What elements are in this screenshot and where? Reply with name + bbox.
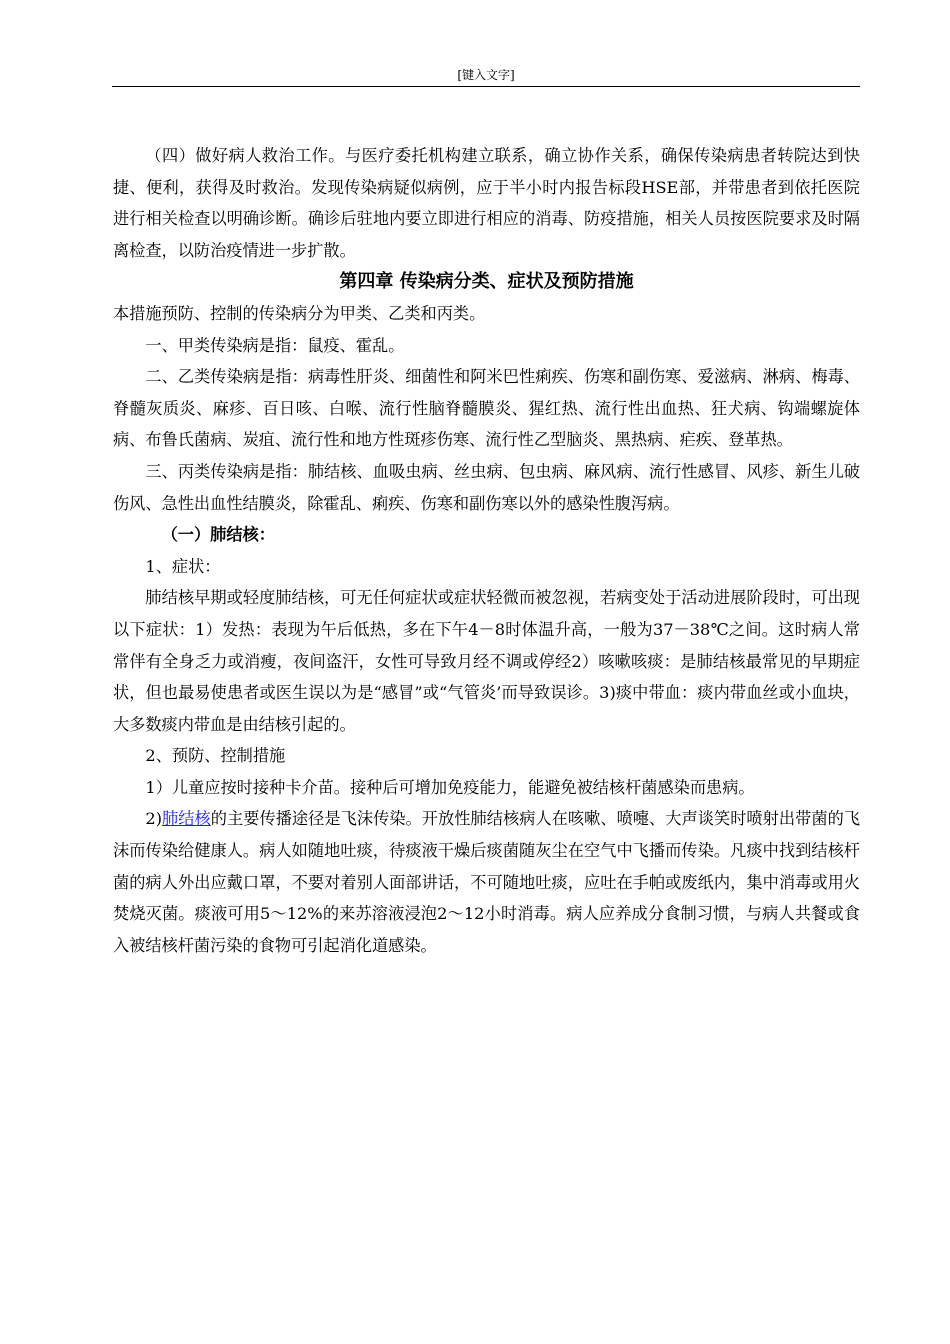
document-body bbox=[113, 140, 860, 961]
page-header: [键入文字] bbox=[457, 68, 515, 82]
paragraph-class-b: 二、乙类传染病是指：病毒性肝炎、细菌性和阿米巴性痢疾、伤寒和副伤寒、爱滋病、淋病、梅毒、脊髓灰质炎、麻疹、百日咳、白喉、流行性脑脊髓膜炎、猩红热、流行性出血热、狂犬病、钩端螺旋体病、布鲁氏菌病、炭疽、流行性和地方性斑疹伤寒、流行性乙型脑炎、黑热病、疟疾、登革热。 bbox=[113, 367, 860, 450]
section-heading-tuberculosis: （一）肺结核： bbox=[161, 525, 275, 545]
subheading-symptoms: 1、症状： bbox=[145, 556, 221, 576]
paragraph-section-4: （四）做好病人救治工作。与医疗委托机构建立联系，确立协作关系，确保传染病患者转院达到快捷、便利，获得及时救治。发现传染病疑似病例，应于半小时内报告标段HSE部，并带患者到依托医院进行相关检查以明确诊断。确诊后驻地内要立即进行相应的消毒、防疫措施，相关人员按医院要求及时隔离检查，以防治疫情进一步扩散。 bbox=[113, 146, 860, 260]
prevention-2-text: 的主要传播途径是飞沫传染。开放性肺结核病人在咳嗽、喷嚏、大声谈笑时喷射出带菌的飞沫而传染给健康人。病人如随地吐痰，待痰液干燥后痰菌随灰尘在空气中飞播而传染。凡痰中找到结核杆菌的病人外出应戴口罩，不要对着别人面部讲话，不可随地吐痰，应吐在手帕或废纸内，集中消毒或用火焚烧灭菌。痰液可用5～12%的来苏溶液浸泡2～12小时消毒。病人应养成分食制习惯，与病人共餐或食入被结核杆菌污染的食物可引起消化道感染。 bbox=[113, 809, 861, 955]
subheading-prevention: 2、预防、控制措施 bbox=[145, 746, 286, 766]
paragraph-prevention-1: 1）儿童应按时接种卡介苗。接种后可增加免疫能力，能避免被结核杆菌感染而患病。 bbox=[145, 777, 755, 797]
tuberculosis-link[interactable]: 肺结核 bbox=[162, 809, 211, 829]
header-divider bbox=[112, 86, 860, 87]
paragraph-class-a: 一、甲类传染病是指：鼠疫、霍乱。 bbox=[145, 335, 405, 355]
paragraph-symptoms: 肺结核早期或轻度肺结核，可无任何症状或症状轻微而被忽视，若病变处于活动进展阶段时，可出现以下症状：1）发热：表现为午后低热，多在下午4－8时体温升高，一般为37－38℃之间。这时病人常常伴有全身乏力或消瘦，夜间盗汗，女性可导致月经不调或停经2）咳嗽咳痰：是肺结核最常见的早期症状，但也最易使患者或医生误以为是“感冒”或“气管炎’而导致误诊。3)痰中带血：痰内带血丝或小血块，大多数痰内带血是由结核引起的。 bbox=[113, 588, 860, 734]
paragraph-class-c: 三、丙类传染病是指：肺结核、血吸虫病、丝虫病、包虫病、麻风病、流行性感冒、风疹、新生儿破伤风、急性出血性结膜炎，除霍乱、痢疾、伤寒和副伤寒以外的感染性腹泻病。 bbox=[113, 461, 860, 513]
prevention-2-prefix: 2) bbox=[145, 809, 163, 829]
paragraph-prevention-2 bbox=[113, 803, 860, 961]
chapter-title: 第四章 传染病分类、症状及预防措施 bbox=[339, 271, 634, 293]
paragraph-intro: 本措施预防、控制的传染病分为甲类、乙类和丙类。 bbox=[113, 303, 486, 323]
